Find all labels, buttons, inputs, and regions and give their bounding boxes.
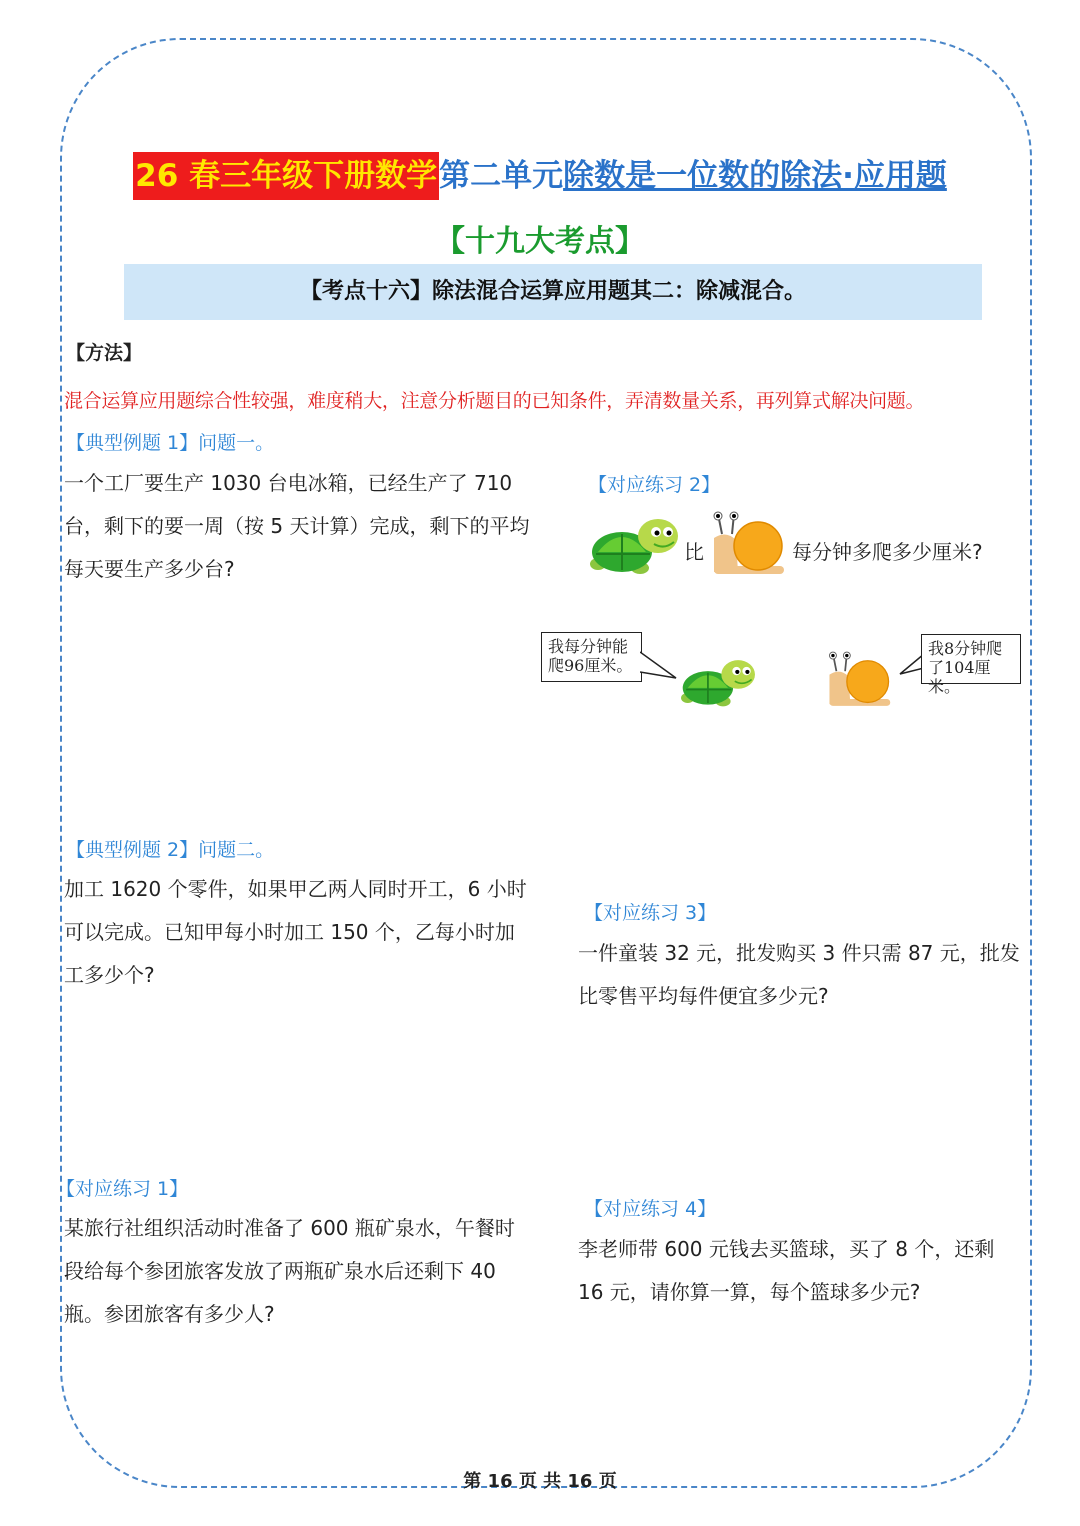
page-number: 第 16 页 共 16 页 xyxy=(463,1471,617,1492)
turtle-bubble-tail xyxy=(640,650,680,680)
practice3-text: 一件童装 32 元，批发购买 3 件只需 87 元，批发比零售平均每件便宜多少元? xyxy=(578,941,1020,1008)
method-label: 【方法】 xyxy=(66,342,143,364)
practice1-text: 某旅行社组织活动时准备了 600 瓶矿泉水，午餐时段给每个参团旅客发放了两瓶矿泉水后还剩下 40 瓶。参团旅客有多少人? xyxy=(64,1216,515,1326)
example1-heading: 【典型例题 1】问题一。 xyxy=(66,432,275,454)
practice4-text: 李老师带 600 元钱去买篮球，买了 8 个，还剩 16 元，请你算一算，每个篮球多少元? xyxy=(578,1237,995,1304)
turtle-icon xyxy=(584,512,684,578)
title-grade-label: 26 春三年级下册数学 xyxy=(133,152,439,200)
title-topic-label: 除数是一位数的除法·应用题 xyxy=(563,158,947,194)
snail-icon xyxy=(826,650,892,708)
compare-word: 比 xyxy=(684,540,704,564)
example1-text: 一个工厂要生产 1030 台电冰箱，已经生产了 710 台，剩下的要一周（按 5 天计算）完成，剩下的平均每天要生产多少台? xyxy=(64,471,530,581)
practice1-heading: 【对应练习 1】 xyxy=(56,1178,189,1200)
practice2-question: 每分钟多爬多少厘米? xyxy=(792,540,983,564)
example2-text: 加工 1620 个零件，如果甲乙两人同时开工，6 小时可以完成。已知甲每小时加工 150 个，乙每小时加工多少个? xyxy=(64,877,527,987)
topic-banner: 【考点十六】除法混合运算应用题其二：除减混合。 xyxy=(124,264,982,320)
example2-heading: 【典型例题 2】问题二。 xyxy=(66,839,275,861)
practice3-heading: 【对应练习 3】 xyxy=(584,902,717,924)
page-title xyxy=(0,150,1080,195)
snail-icon xyxy=(710,510,786,576)
turtle-icon xyxy=(676,652,760,712)
practice2-heading: 【对应练习 2】 xyxy=(588,474,721,496)
snail-speech-bubble: 我8分钟爬了104厘米。 xyxy=(921,634,1021,684)
practice4-heading: 【对应练习 4】 xyxy=(584,1198,717,1220)
turtle-speech-bubble: 我每分钟能爬96厘米。 xyxy=(541,632,642,682)
title-unit-label: 第二单元 xyxy=(439,158,564,194)
method-text: 混合运算应用题综合性较强，难度稍大，注意分析题目的已知条件，弄清数量关系，再列算式解决问题。 xyxy=(64,390,925,412)
page-subtitle: 【十九大考点】 xyxy=(435,224,645,259)
